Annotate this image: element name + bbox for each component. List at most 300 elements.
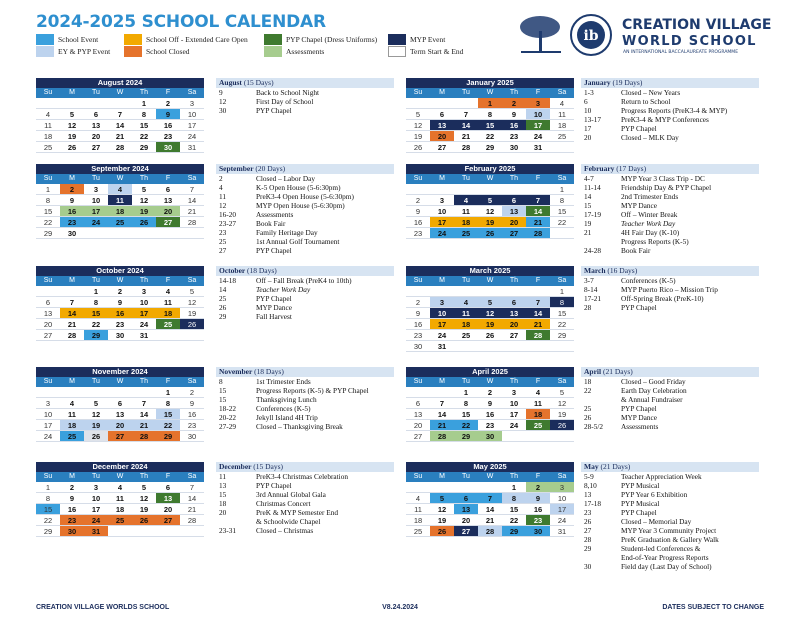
event-date: 27-29 bbox=[219, 422, 237, 431]
day-cell: 30 bbox=[156, 142, 180, 152]
month-title: August 2024 bbox=[36, 78, 204, 88]
day-cell: 11 bbox=[44, 121, 52, 130]
day-cell: 16 bbox=[502, 120, 526, 130]
day-cell: 16 bbox=[413, 218, 423, 227]
day-cell bbox=[108, 98, 132, 108]
day-cell: 17 bbox=[91, 505, 101, 514]
day-cell: 29 bbox=[502, 526, 526, 536]
event-text: PYP Musical bbox=[621, 499, 660, 508]
day-cell: 1 bbox=[559, 287, 565, 296]
event-text: Conferences (K-5) bbox=[621, 276, 676, 285]
day-cell: 8 bbox=[487, 110, 493, 119]
event-date: 18-22 bbox=[219, 404, 237, 413]
day-cell: 6 bbox=[93, 110, 99, 119]
event-date: 23-27 bbox=[219, 219, 237, 228]
day-cell: 26 bbox=[132, 515, 156, 525]
event-date: 4-7 bbox=[584, 174, 594, 183]
day-cell: 19 bbox=[478, 217, 502, 227]
events-day-count: (16 Days) bbox=[607, 266, 638, 275]
week-row bbox=[406, 228, 574, 239]
day-cell: 1 bbox=[511, 483, 517, 492]
week-row bbox=[406, 504, 574, 515]
day-cell: 3 bbox=[511, 388, 517, 397]
week-row bbox=[36, 308, 204, 319]
event-date: 10 bbox=[584, 106, 592, 115]
day-cell: 24 bbox=[139, 320, 149, 329]
legend-label: Term Start & End bbox=[410, 47, 464, 56]
event-text: Thanksgiving Lunch bbox=[256, 395, 317, 404]
day-cell bbox=[430, 286, 454, 296]
weekday-label: Su bbox=[413, 277, 423, 284]
event-text: Return to School bbox=[621, 97, 671, 106]
page-title: 2024-2025 SCHOOL CALENDAR bbox=[36, 12, 326, 32]
event-text: Closed – New Years bbox=[621, 88, 681, 97]
day-cell: 4 bbox=[454, 195, 478, 205]
day-cell bbox=[478, 482, 502, 492]
day-cell: 2 bbox=[165, 99, 171, 108]
weekday-label: W bbox=[116, 473, 124, 480]
day-cell: 24 bbox=[509, 421, 519, 430]
weekday-label: F bbox=[165, 378, 171, 385]
day-cell: 7 bbox=[141, 399, 147, 408]
day-cell: 23 bbox=[187, 421, 197, 430]
day-cell: 20 bbox=[430, 131, 454, 141]
day-cell: 21 bbox=[67, 320, 77, 329]
month-calendar bbox=[36, 266, 204, 341]
day-cell: 10 bbox=[91, 196, 101, 205]
day-cell: 30 bbox=[60, 526, 84, 536]
event-row bbox=[216, 183, 394, 192]
day-cell: 22 bbox=[139, 132, 149, 141]
day-cell: 29 bbox=[84, 330, 108, 340]
month-calendar bbox=[406, 164, 574, 239]
event-row bbox=[216, 508, 394, 517]
week-row bbox=[36, 431, 204, 442]
day-cell: 12 bbox=[437, 505, 447, 514]
day-cell: 13 bbox=[413, 410, 423, 419]
day-cell: 25 bbox=[557, 132, 567, 141]
day-cell bbox=[406, 482, 430, 492]
event-row bbox=[216, 490, 394, 499]
weekday-label: Su bbox=[413, 89, 423, 96]
day-cell: 2 bbox=[415, 298, 421, 307]
footer-left: CREATION VILLAGE WORLDS SCHOOL bbox=[36, 604, 170, 611]
day-cell: 22 bbox=[43, 516, 53, 525]
event-text: Family Heritage Day bbox=[256, 228, 318, 237]
event-text: 3rd Annual Global Gala bbox=[256, 490, 326, 499]
month-title: April 2025 bbox=[406, 367, 574, 377]
event-date: 25 bbox=[584, 404, 592, 413]
event-date: 11 bbox=[219, 472, 227, 481]
day-cell: 28 bbox=[187, 218, 197, 227]
event-row bbox=[216, 499, 394, 508]
legend-label: School Event bbox=[58, 35, 99, 44]
weekday-label: Th bbox=[139, 378, 149, 385]
day-cell bbox=[132, 526, 156, 536]
event-row bbox=[216, 285, 394, 294]
events-day-count: (20 Days) bbox=[255, 164, 286, 173]
event-date: 30 bbox=[584, 562, 592, 571]
day-cell: 25 bbox=[156, 319, 180, 329]
day-cell bbox=[60, 286, 84, 296]
day-cell: 1 bbox=[165, 388, 171, 397]
week-row bbox=[36, 109, 204, 120]
weekday-label: Sa bbox=[187, 89, 197, 96]
event-text: MYP Open House (5-6:30pm) bbox=[256, 201, 345, 210]
weekday-header bbox=[406, 174, 574, 184]
event-text: PYP Chapel bbox=[256, 106, 292, 115]
event-date bbox=[581, 237, 621, 246]
week-row bbox=[406, 98, 574, 109]
weekday-label: Su bbox=[413, 175, 423, 182]
footer bbox=[36, 604, 764, 614]
day-cell: 17 bbox=[430, 217, 454, 227]
day-cell: 1 bbox=[478, 98, 502, 108]
event-date: 17-19 bbox=[584, 210, 602, 219]
day-cell: 1 bbox=[559, 185, 565, 194]
day-cell: 6 bbox=[502, 195, 526, 205]
event-row bbox=[581, 237, 759, 246]
day-cell: 17 bbox=[430, 319, 454, 329]
day-cell: 12 bbox=[485, 207, 495, 216]
weekday-label: M bbox=[439, 89, 445, 96]
day-cell: 20 bbox=[156, 206, 180, 216]
day-cell: 27 bbox=[91, 143, 101, 152]
day-cell: 7 bbox=[189, 185, 195, 194]
day-cell: 17 bbox=[509, 410, 519, 419]
day-cell: 25 bbox=[108, 515, 132, 525]
day-cell bbox=[502, 286, 526, 296]
day-cell: 22 bbox=[43, 218, 53, 227]
event-row bbox=[581, 404, 759, 413]
week-row bbox=[36, 228, 204, 239]
day-cell: 27 bbox=[156, 515, 180, 525]
day-cell: 6 bbox=[165, 185, 171, 194]
day-cell: 13 bbox=[163, 196, 173, 205]
month-title: March 2025 bbox=[406, 266, 574, 276]
event-row bbox=[581, 395, 759, 404]
legend-swatch bbox=[124, 34, 142, 45]
event-date: 20-22 bbox=[219, 413, 237, 422]
day-cell: 13 bbox=[115, 410, 125, 419]
month-events bbox=[216, 164, 394, 255]
event-date: 25 bbox=[219, 237, 227, 246]
event-text: Earth Day Celebration bbox=[621, 386, 687, 395]
event-text: PYP Chapel bbox=[256, 481, 292, 490]
day-cell: 3 bbox=[189, 99, 195, 108]
day-cell: 18 bbox=[526, 409, 550, 419]
event-row bbox=[581, 183, 759, 192]
month-calendar bbox=[406, 367, 574, 442]
day-cell: 29 bbox=[557, 331, 567, 340]
day-cell: 6 bbox=[502, 297, 526, 307]
day-cell: 18 bbox=[557, 121, 567, 130]
week-row bbox=[406, 142, 574, 153]
day-cell: 21 bbox=[132, 420, 156, 430]
events-month: February bbox=[584, 164, 615, 173]
event-row bbox=[581, 219, 759, 228]
event-text: Field day (Last Day of School) bbox=[621, 562, 712, 571]
weekday-label: M bbox=[69, 378, 75, 385]
month-title: January 2025 bbox=[406, 78, 574, 88]
day-cell bbox=[430, 184, 454, 194]
week-row bbox=[406, 319, 574, 330]
day-cell: 23 bbox=[509, 132, 519, 141]
day-cell: 12 bbox=[413, 121, 423, 130]
events-header bbox=[581, 462, 759, 472]
event-row bbox=[216, 276, 394, 285]
day-cell: 9 bbox=[69, 494, 75, 503]
day-cell: 4 bbox=[415, 494, 421, 503]
month-events bbox=[581, 164, 759, 255]
event-date: 20 bbox=[219, 508, 227, 517]
event-text: 2nd Trimester Ends bbox=[621, 192, 679, 201]
weekday-label: Tu bbox=[462, 473, 470, 480]
weekday-label: Th bbox=[509, 378, 519, 385]
legend-item bbox=[388, 34, 445, 45]
day-cell: 13 bbox=[43, 309, 53, 318]
events-day-count: (15 Days) bbox=[243, 78, 274, 87]
event-date bbox=[581, 395, 621, 404]
event-date: 13-17 bbox=[584, 115, 602, 124]
weekday-label: Sa bbox=[557, 378, 567, 385]
weekday-label: W bbox=[486, 277, 494, 284]
day-cell: 26 bbox=[132, 217, 156, 227]
day-cell: 16 bbox=[533, 505, 543, 514]
day-cell: 25 bbox=[461, 331, 471, 340]
events-month: September bbox=[219, 164, 254, 173]
logo-graphic bbox=[517, 11, 617, 59]
day-cell: 24 bbox=[84, 515, 108, 525]
day-cell bbox=[526, 431, 550, 441]
event-text: & Schoolwide Chapel bbox=[256, 517, 321, 526]
day-cell: 22 bbox=[557, 320, 567, 329]
event-date: 12 bbox=[219, 97, 227, 106]
event-text: Student-led Conferences & bbox=[621, 544, 701, 553]
event-text: PYP Chapel bbox=[256, 294, 292, 303]
event-text: Progress Reports (K-5) & PYP Chapel bbox=[256, 386, 369, 395]
day-cell: 16 bbox=[108, 308, 132, 318]
day-cell bbox=[108, 228, 132, 238]
events-header bbox=[216, 367, 394, 377]
day-cell bbox=[180, 228, 204, 238]
month-calendar bbox=[406, 462, 574, 537]
event-date: 19 bbox=[584, 219, 592, 228]
day-cell: 20 bbox=[502, 319, 526, 329]
day-cell: 10 bbox=[430, 308, 454, 318]
day-cell: 2 bbox=[69, 483, 75, 492]
day-cell: 8 bbox=[463, 399, 469, 408]
event-row bbox=[581, 553, 759, 562]
event-row bbox=[581, 201, 759, 210]
weekday-header bbox=[406, 276, 574, 286]
event-date: 8,10 bbox=[584, 481, 597, 490]
events-header bbox=[216, 266, 394, 276]
day-cell bbox=[406, 184, 430, 194]
event-text: & Annual Fundraiser bbox=[621, 395, 683, 404]
day-cell: 18 bbox=[454, 217, 478, 227]
day-cell: 11 bbox=[558, 110, 566, 119]
day-cell: 11 bbox=[68, 410, 76, 419]
event-date: 24-28 bbox=[584, 246, 602, 255]
weekday-label: Th bbox=[509, 89, 519, 96]
day-cell: 13 bbox=[502, 308, 526, 318]
day-cell: 14 bbox=[485, 505, 495, 514]
day-cell: 25 bbox=[43, 143, 53, 152]
day-cell: 16 bbox=[60, 206, 84, 216]
day-cell: 15 bbox=[36, 504, 60, 514]
day-cell: 10 bbox=[437, 207, 447, 216]
event-row bbox=[581, 490, 759, 499]
day-cell: 15 bbox=[139, 121, 149, 130]
day-cell: 29 bbox=[454, 431, 478, 441]
day-cell: 9 bbox=[156, 109, 180, 119]
events-header bbox=[581, 164, 759, 174]
day-cell: 30 bbox=[115, 331, 125, 340]
event-row bbox=[581, 517, 759, 526]
day-cell: 22 bbox=[454, 420, 478, 430]
week-row bbox=[36, 330, 204, 341]
event-date: 11-14 bbox=[584, 183, 601, 192]
day-cell: 22 bbox=[91, 320, 101, 329]
event-text: MYP Puerto Rico – Mission Trip bbox=[621, 285, 718, 294]
event-row bbox=[216, 294, 394, 303]
day-cell: 28 bbox=[526, 330, 550, 340]
weekday-label: W bbox=[116, 378, 124, 385]
legend-label: School Off - Extended Care Open bbox=[146, 35, 248, 44]
event-text: Teacher Work Day bbox=[256, 285, 311, 294]
day-cell: 1 bbox=[463, 388, 469, 397]
month-calendar bbox=[36, 367, 204, 442]
day-cell: 5 bbox=[141, 483, 147, 492]
day-cell: 27 bbox=[502, 228, 526, 238]
day-cell: 5 bbox=[415, 110, 421, 119]
event-text: MYP Dance bbox=[621, 201, 658, 210]
day-cell bbox=[36, 98, 60, 108]
day-cell: 3 bbox=[430, 297, 454, 307]
day-cell: 19 bbox=[84, 420, 108, 430]
week-row bbox=[36, 482, 204, 493]
legend-label: School Closed bbox=[146, 47, 190, 56]
weekday-label: Sa bbox=[557, 175, 567, 182]
event-date: 28 bbox=[584, 303, 592, 312]
weekday-label: Su bbox=[43, 277, 53, 284]
event-date: 17-18 bbox=[584, 499, 602, 508]
event-date: 27 bbox=[584, 526, 592, 535]
weekday-label: F bbox=[165, 175, 171, 182]
day-cell: 11 bbox=[454, 308, 478, 318]
weekday-label: M bbox=[69, 89, 75, 96]
week-row bbox=[406, 409, 574, 420]
day-cell: 15 bbox=[156, 409, 180, 419]
day-cell: 28 bbox=[478, 526, 502, 536]
event-text: Off-Spring Break (PreK-10) bbox=[621, 294, 704, 303]
weekday-header bbox=[36, 472, 204, 482]
day-cell: 14 bbox=[60, 308, 84, 318]
event-row bbox=[216, 481, 394, 490]
day-cell: 13 bbox=[454, 504, 478, 514]
event-row bbox=[581, 544, 759, 553]
weekday-label: Th bbox=[139, 277, 149, 284]
weekday-label: Su bbox=[43, 89, 53, 96]
week-row bbox=[406, 387, 574, 398]
day-cell: 21 bbox=[526, 217, 550, 227]
day-cell: 24 bbox=[533, 132, 543, 141]
day-cell bbox=[156, 526, 180, 536]
month-title: May 2025 bbox=[406, 462, 574, 472]
weekday-header bbox=[36, 88, 204, 98]
event-text: PYP Chapel bbox=[621, 124, 657, 133]
weekday-label: W bbox=[116, 277, 124, 284]
day-cell: 24 bbox=[84, 217, 108, 227]
day-cell: 23 bbox=[526, 515, 550, 525]
event-date: 26 bbox=[219, 303, 227, 312]
legend-item bbox=[36, 34, 98, 45]
day-cell: 9 bbox=[415, 309, 421, 318]
event-text: Closed – MLK Day bbox=[621, 133, 679, 142]
month-events bbox=[216, 78, 394, 115]
week-row bbox=[36, 420, 204, 431]
month-calendar bbox=[406, 266, 574, 352]
event-text: PYP Chapel bbox=[256, 246, 292, 255]
event-row bbox=[216, 97, 394, 106]
day-cell: 8 bbox=[559, 196, 565, 205]
week-row bbox=[406, 206, 574, 217]
event-row bbox=[581, 422, 759, 431]
event-row bbox=[216, 377, 394, 386]
event-date: 30 bbox=[219, 106, 227, 115]
day-cell bbox=[132, 228, 156, 238]
event-text: PreK3-4 & MYP Conferences bbox=[621, 115, 709, 124]
weekday-label: M bbox=[69, 175, 75, 182]
day-cell: 4 bbox=[454, 297, 478, 307]
event-row bbox=[216, 106, 394, 115]
day-cell: 28 bbox=[187, 516, 197, 525]
day-cell: 5 bbox=[478, 195, 502, 205]
week-row bbox=[36, 526, 204, 537]
day-cell: 13 bbox=[430, 120, 454, 130]
week-row bbox=[36, 387, 204, 398]
day-cell: 23 bbox=[60, 515, 84, 525]
day-cell: 4 bbox=[45, 110, 51, 119]
day-cell bbox=[454, 341, 478, 351]
day-cell: 25 bbox=[60, 431, 84, 441]
day-cell: 6 bbox=[45, 298, 51, 307]
day-cell: 2 bbox=[60, 184, 84, 194]
event-text: PYP Chapel bbox=[621, 404, 657, 413]
day-cell: 14 bbox=[115, 121, 125, 130]
day-cell bbox=[478, 286, 502, 296]
day-cell: 21 bbox=[187, 505, 197, 514]
month-title: October 2024 bbox=[36, 266, 204, 276]
day-cell: 18 bbox=[413, 516, 423, 525]
events-day-count: (19 Days) bbox=[612, 78, 643, 87]
day-cell bbox=[156, 228, 180, 238]
event-date: 13 bbox=[219, 481, 227, 490]
weekday-label: F bbox=[535, 89, 541, 96]
event-text: 1st Trimester Ends bbox=[256, 377, 311, 386]
weekday-label: Tu bbox=[92, 378, 100, 385]
day-cell: 27 bbox=[43, 331, 53, 340]
week-row bbox=[36, 142, 204, 153]
legend-swatch bbox=[264, 34, 282, 45]
day-cell bbox=[478, 341, 502, 351]
events-header bbox=[216, 78, 394, 88]
day-cell bbox=[156, 330, 180, 340]
week-row bbox=[406, 195, 574, 206]
day-cell: 22 bbox=[557, 218, 567, 227]
legend-item bbox=[264, 34, 377, 45]
